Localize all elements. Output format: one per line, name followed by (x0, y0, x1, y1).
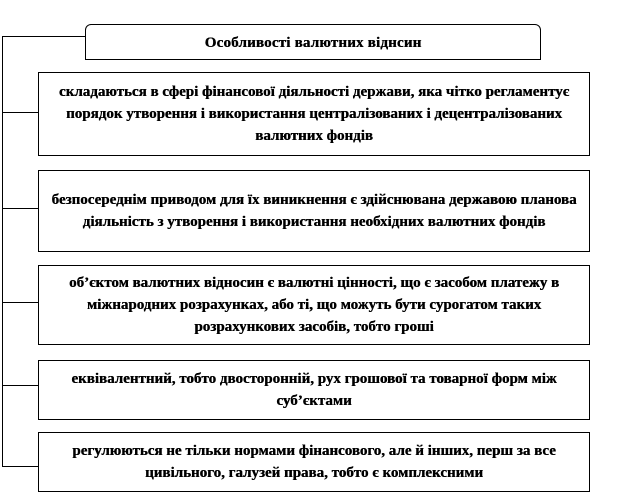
feature-text-4: еквівалентний, тобто двосторонній, рух грошової та товарної форм між суб’єктами (71, 371, 557, 409)
connector-to-item-4 (2, 385, 38, 386)
feature-box-3 (38, 265, 590, 345)
connector-to-item-2 (2, 208, 38, 209)
feature-text-3: об’єктом валютних відносин є валютні цінності, що є засобом платежу в міжнародних розрахунках, або ті, що можуть бути сурогатом таких розрахункових засобів, тобто гроші (68, 275, 560, 335)
feature-text-2: безпосереднім приводом для їх виникнення є здійснювана державою планова діяльність з утворення і використання необхідних валютних фондів (51, 192, 577, 230)
feature-text-1: складаються в сфері фінансової діяльності держави, яка чітко регламентує порядок утворення і використання централізованих і децентралізованих валютних фондів (58, 84, 570, 144)
diagram-title-box (85, 24, 541, 60)
feature-box-2 (38, 170, 590, 252)
connector-spine (2, 36, 3, 466)
feature-box-1 (38, 72, 590, 156)
feature-box-4 (38, 360, 590, 420)
connector-to-item-3 (2, 302, 38, 303)
feature-text-5: регулюються не тільки нормами фінансового, але й інших, перш за все цивільного, галузей права, тобто є комплексними (72, 443, 556, 481)
connector-to-title (2, 36, 86, 37)
feature-box-5 (38, 432, 590, 492)
connector-to-item-5 (2, 466, 38, 467)
connector-to-item-1 (2, 112, 38, 113)
diagram-title: Особливості валютних віднсин (204, 35, 422, 51)
